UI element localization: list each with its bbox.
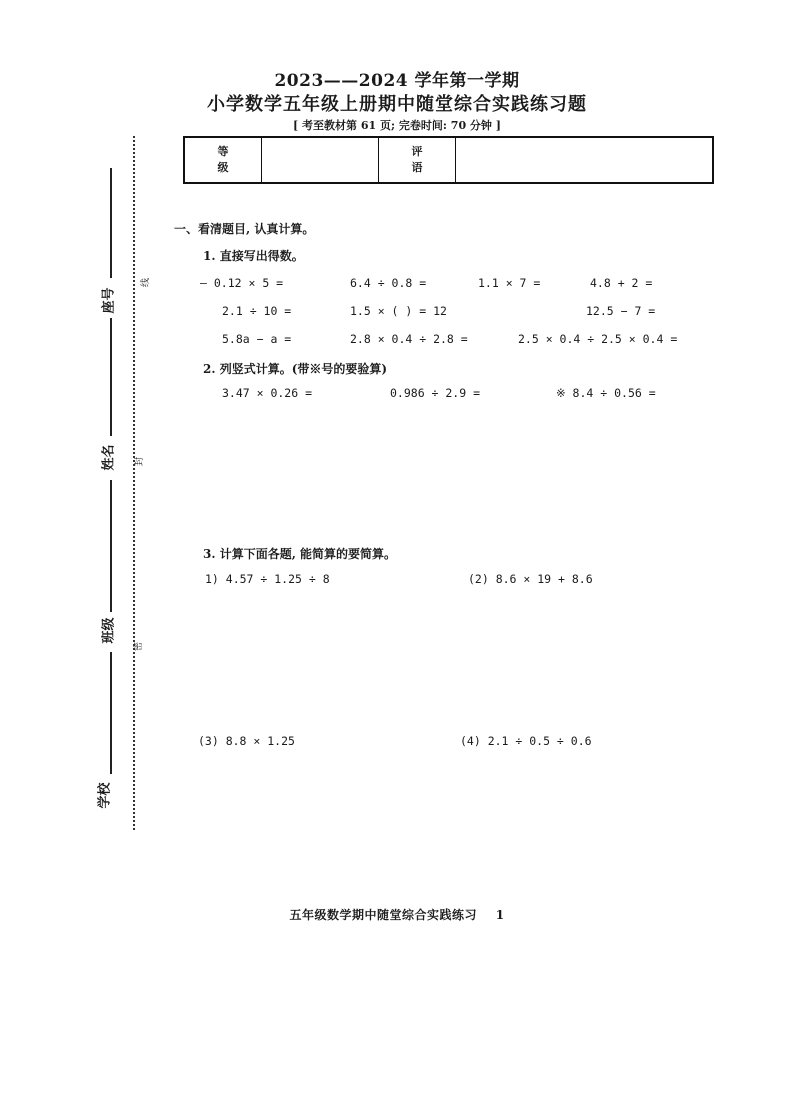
grade-label-top: 等 <box>217 145 229 158</box>
oral-item-3-2: 2.8 × 0.4 ÷ 2.8 = <box>350 332 468 346</box>
name-blank-line[interactable] <box>110 318 112 436</box>
comment-value-cell[interactable] <box>456 137 714 183</box>
binding-dotted-line <box>133 136 135 830</box>
exam-subtitle: [ 考至教材第 61 页; 完卷时间: 70 分钟 ] <box>293 119 501 132</box>
vertical-calc-2: 0.986 ÷ 2.9 = <box>390 386 481 400</box>
class-label: 班级 <box>101 617 117 644</box>
seat-label: 座号 <box>101 287 117 314</box>
comment-label-bottom: 语 <box>411 161 423 174</box>
school-blank-line[interactable] <box>110 652 112 774</box>
binding-mark-seal: 封 <box>135 456 146 467</box>
grade-value-cell[interactable] <box>262 137 379 183</box>
binding-mark-fold: 密 <box>134 641 145 652</box>
part1-heading: 1. 直接写出得数。 <box>203 249 304 263</box>
oral-item-1-4: 4.8 + 2 = <box>590 276 653 290</box>
simplify-calc-2: (2) 8.6 × 19 + 8.6 <box>468 572 593 586</box>
school-label: 学校 <box>97 782 113 809</box>
simplify-calc-4: (4) 2.1 ÷ 0.5 ÷ 0.6 <box>460 734 592 748</box>
section1-heading: 一、看清题目, 认真计算。 <box>174 222 315 236</box>
exam-title: 小学数学五年级上册期中随堂综合实践练习题 <box>207 94 587 115</box>
grade-label-cell <box>184 137 262 183</box>
oral-item-3-3: 2.5 × 0.4 ÷ 2.5 × 0.4 = <box>518 332 678 346</box>
vertical-calc-3: ※ 8.4 ÷ 0.56 = <box>556 386 656 400</box>
grade-comment-table <box>183 136 714 184</box>
comment-label-top: 评 <box>411 145 423 158</box>
vertical-calc-1: 3.47 × 0.26 = <box>222 386 313 400</box>
page-footer <box>0 906 794 923</box>
oral-item-1-1: — 0.12 × 5 = <box>200 276 284 290</box>
seat-blank-line[interactable] <box>110 168 112 278</box>
page-number: 1 <box>495 908 505 922</box>
oral-item-3-1: 5.8a − a = <box>222 332 292 346</box>
oral-item-1-3: 1.1 × 7 = <box>478 276 541 290</box>
oral-item-1-2: 6.4 ÷ 0.8 = <box>350 276 427 290</box>
oral-item-2-1: 2.1 ÷ 10 = <box>222 304 292 318</box>
part3-heading: 3. 计算下面各题, 能简算的要简算。 <box>203 547 397 561</box>
part2-heading: 2. 列竖式计算。(带※号的要验算) <box>203 362 388 376</box>
footer-text: 五年级数学期中随堂综合实践练习 <box>289 908 477 922</box>
comment-label-cell <box>379 137 456 183</box>
oral-item-2-3: 12.5 − 7 = <box>586 304 656 318</box>
simplify-calc-1: 1) 4.57 ÷ 1.25 ÷ 8 <box>205 572 330 586</box>
name-label: 姓名 <box>101 444 117 471</box>
oral-item-2-2: 1.5 × ( ) = 12 <box>350 304 447 318</box>
simplify-calc-3: (3) 8.8 × 1.25 <box>198 734 295 748</box>
class-blank-line[interactable] <box>110 480 112 612</box>
grade-label-bottom: 级 <box>217 161 229 174</box>
binding-mark-line: 线 <box>141 277 152 288</box>
exam-title-year: 2023——2024 学年第一学期 <box>274 71 520 91</box>
